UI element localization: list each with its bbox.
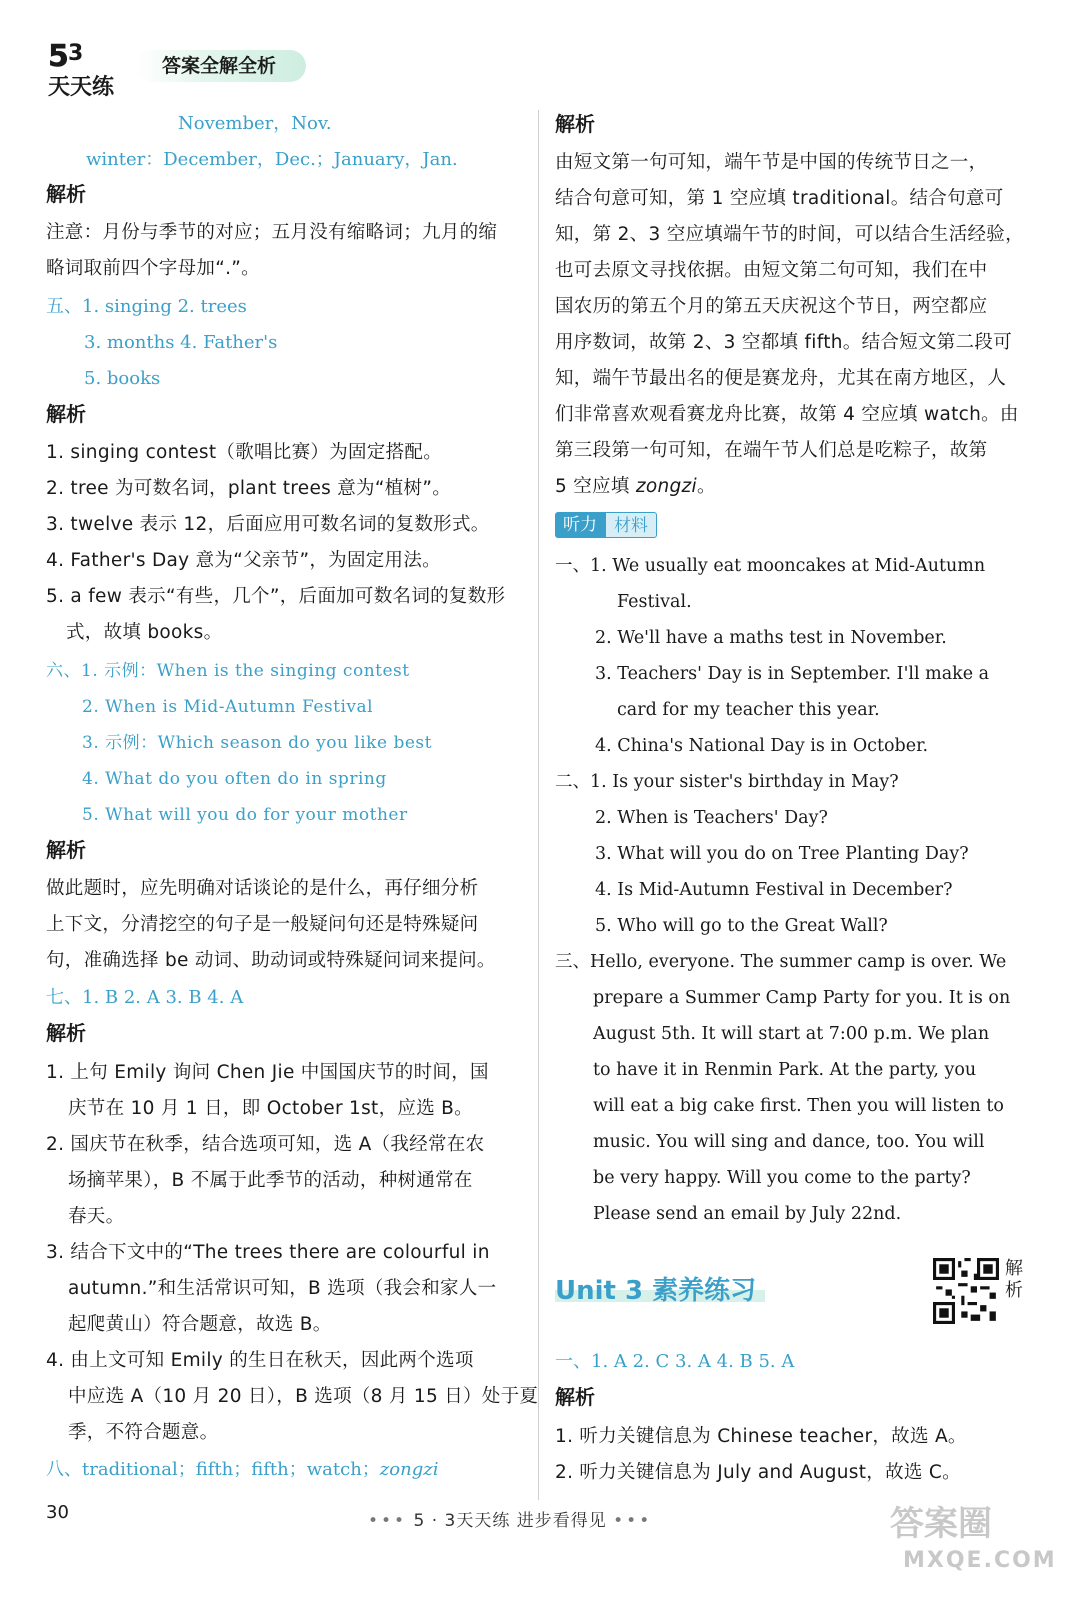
section-tag: 答案全解全析 (136, 50, 306, 82)
listening-line: 2. We'll have a maths test in November. (595, 628, 947, 648)
text-line: 上下文，分清挖空的句子是一般疑问句还是特殊疑问 (46, 914, 479, 935)
svg-text:5: 5 (48, 39, 69, 74)
column-divider (538, 110, 539, 1500)
section-5-answers: 五、1. singing 2. trees (46, 296, 247, 317)
analysis-heading: 解析 (555, 112, 595, 136)
text-line: 2. 听力关键信息为 July and August，故选 C。 (555, 1462, 961, 1483)
text-line: 3. 结合下文中的“The trees there are colourful in (46, 1242, 490, 1263)
text-line: 也可去原文寻找依据。由短文第二句可知，我们在中 (555, 260, 988, 281)
text-line: 们非常喜欢观看赛龙舟比赛，故第 4 空应填 watch。由 (555, 404, 1019, 425)
footer-slogan: ••• 5 · 3天天练 进步看得见 ••• (368, 1511, 653, 1531)
badge-part-1: 听力 (555, 512, 605, 538)
listening-line: 2. When is Teachers' Day? (595, 808, 828, 828)
svg-text:天天练: 天天练 (48, 75, 115, 100)
listening-line: 4. Is Mid-Autumn Festival in December? (595, 880, 953, 900)
text-line: 知，第 2、3 空应填端午节的时间，可以结合生活经验， (555, 224, 1024, 245)
text-line: 1. 听力关键信息为 Chinese teacher，故选 A。 (555, 1426, 967, 1447)
answer-line: 5. books (84, 368, 161, 389)
listening-line: 二、1. Is your sister's birthday in May? (555, 772, 899, 792)
analysis-heading: 解析 (46, 838, 86, 862)
text-line: 4. 由上文可知 Emily 的生日在秋天，因此两个选项 (46, 1350, 474, 1371)
text-line: autumn.”和生活常识可知，B 选项（我会和家人一 (68, 1278, 497, 1299)
text-line: 春天。 (68, 1206, 125, 1227)
listening-line: Please send an email by July 22nd. (593, 1204, 902, 1224)
svg-text:3: 3 (68, 41, 84, 66)
analysis-heading: 解析 (46, 182, 86, 206)
section-6-answers: 六、1. 示例：When is the singing contest (46, 661, 410, 681)
text-line: 季，不符合题意。 (68, 1422, 219, 1443)
listening-line: to have it in Renmin Park. At the party, you (593, 1060, 977, 1080)
listening-line: 一、1. We usually eat mooncakes at Mid-Autumn (555, 556, 986, 576)
answer-line: 4. What do you often do in spring (82, 769, 387, 789)
brand-logo (46, 36, 124, 100)
text-line: 式，故填 books。 (66, 622, 223, 643)
text-line: 场摘苹果），B 不属于此季节的活动，种树通常在 (68, 1170, 473, 1191)
listening-line: music. You will sing and dance, too. You will (593, 1132, 985, 1152)
listening-line: 3. Teachers' Day is in September. I'll make a (595, 664, 990, 684)
analysis-heading: 解析 (555, 1385, 595, 1409)
answer-line: winter：December，Dec.；January，Jan. (86, 149, 458, 170)
listening-line: 3. What will you do on Tree Planting Day? (595, 844, 969, 864)
text-line: 1. 上句 Emily 询问 Chen Jie 中国国庆节的时间，国 (46, 1062, 489, 1083)
text-line: 句，准确选择 be 动词、助动词或特殊疑问词来提问。 (46, 950, 496, 971)
qr-code-icon[interactable] (933, 1258, 999, 1324)
text-line: 5. a few 表示“有些，几个”，后面加可数名词的复数形 (46, 586, 506, 607)
listening-line: Festival. (617, 592, 692, 612)
text-line: 1. singing contest（歌唱比赛）为固定搭配。 (46, 442, 443, 463)
section-7-answers: 七、1. B 2. A 3. B 4. A (46, 987, 244, 1008)
text-line: 4. Father's Day 意为“父亲节”，为固定用法。 (46, 550, 441, 571)
text-line: 知，端午节最出名的便是赛龙舟，尤其在南方地区，人 (555, 368, 1007, 389)
unit-3-answers: 一、1. A 2. C 3. A 4. B 5. A (555, 1351, 795, 1372)
listening-line: August 5th. It will start at 7:00 p.m. We plan (593, 1024, 990, 1044)
badge-part-2: 材料 (605, 512, 657, 538)
text-line: 第三段第一句可知，在端午节人们总是吃粽子，故第 (555, 440, 988, 461)
text-line: 注意：月份与季节的对应；五月没有缩略词；九月的缩 (46, 222, 498, 243)
text-line: 庆节在 10 月 1 日，即 October 1st，应选 B。 (68, 1098, 473, 1119)
text-line: 5 空应填 zongzi。 (555, 476, 716, 497)
listening-material-badge (555, 512, 657, 538)
watermark-url: MXQE.COM (903, 1548, 1057, 1573)
listening-line: 5. Who will go to the Great Wall? (595, 916, 888, 936)
listening-line: 4. China's National Day is in October. (595, 736, 929, 756)
listening-line: will eat a big cake first. Then you will listen to (593, 1096, 1004, 1116)
text-line: 结合句意可知，第 1 空应填 traditional。结合句意可 (555, 188, 1004, 209)
answer-line: 3. 示例：Which season do you like best (82, 733, 432, 753)
qr-label: 解析 (1005, 1258, 1023, 1301)
text-line: 中应选 A（10 月 20 日），B 选项（8 月 15 日）处于夏 (68, 1386, 539, 1407)
watermark-logo: 答案圈 (890, 1504, 992, 1544)
text-line: 3. twelve 表示 12，后面应用可数名词的复数形式。 (46, 514, 490, 535)
text-line: 国农历的第五个月的第五天庆祝这个节日，两空都应 (555, 296, 988, 317)
text-line: 由短文第一句可知，端午节是中国的传统节日之一， (555, 152, 988, 173)
answer-line: 5. What will you do for your mother (82, 805, 408, 825)
section-8-answers: 八、traditional；fifth；fifth；watch；zongzi (46, 1459, 439, 1480)
text-line: 用序数词，故第 2、3 空都填 fifth。结合短文第二段可 (555, 332, 1013, 353)
listening-line: card for my teacher this year. (617, 700, 880, 720)
text-line: 做此题时，应先明确对话谈论的是什么，再仔细分析 (46, 878, 479, 899)
listening-line: 三、Hello, everyone. The summer camp is over. We (555, 952, 1007, 972)
text-line: 2. tree 为可数名词，plant trees 意为“植树”。 (46, 478, 452, 499)
answer-line: 2. When is Mid-Autumn Festival (82, 697, 374, 717)
text-line: 2. 国庆节在秋季，结合选项可知，选 A（我经常在农 (46, 1134, 485, 1155)
analysis-heading: 解析 (46, 1021, 86, 1045)
listening-line: prepare a Summer Camp Party for you. It is on (593, 988, 1011, 1008)
answer-line: November，Nov. (178, 113, 332, 134)
listening-line: be very happy. Will you come to the party? (593, 1168, 971, 1188)
page-number: 30 (46, 1502, 69, 1523)
analysis-heading: 解析 (46, 402, 86, 426)
unit-title: Unit 3 素养练习 (555, 1276, 757, 1306)
text-line: 起爬黄山）符合题意，故选 B。 (68, 1314, 332, 1335)
text-line: 略词取前四个字母加“.”。 (46, 258, 260, 279)
answer-line: 3. months 4. Father's (84, 332, 278, 353)
